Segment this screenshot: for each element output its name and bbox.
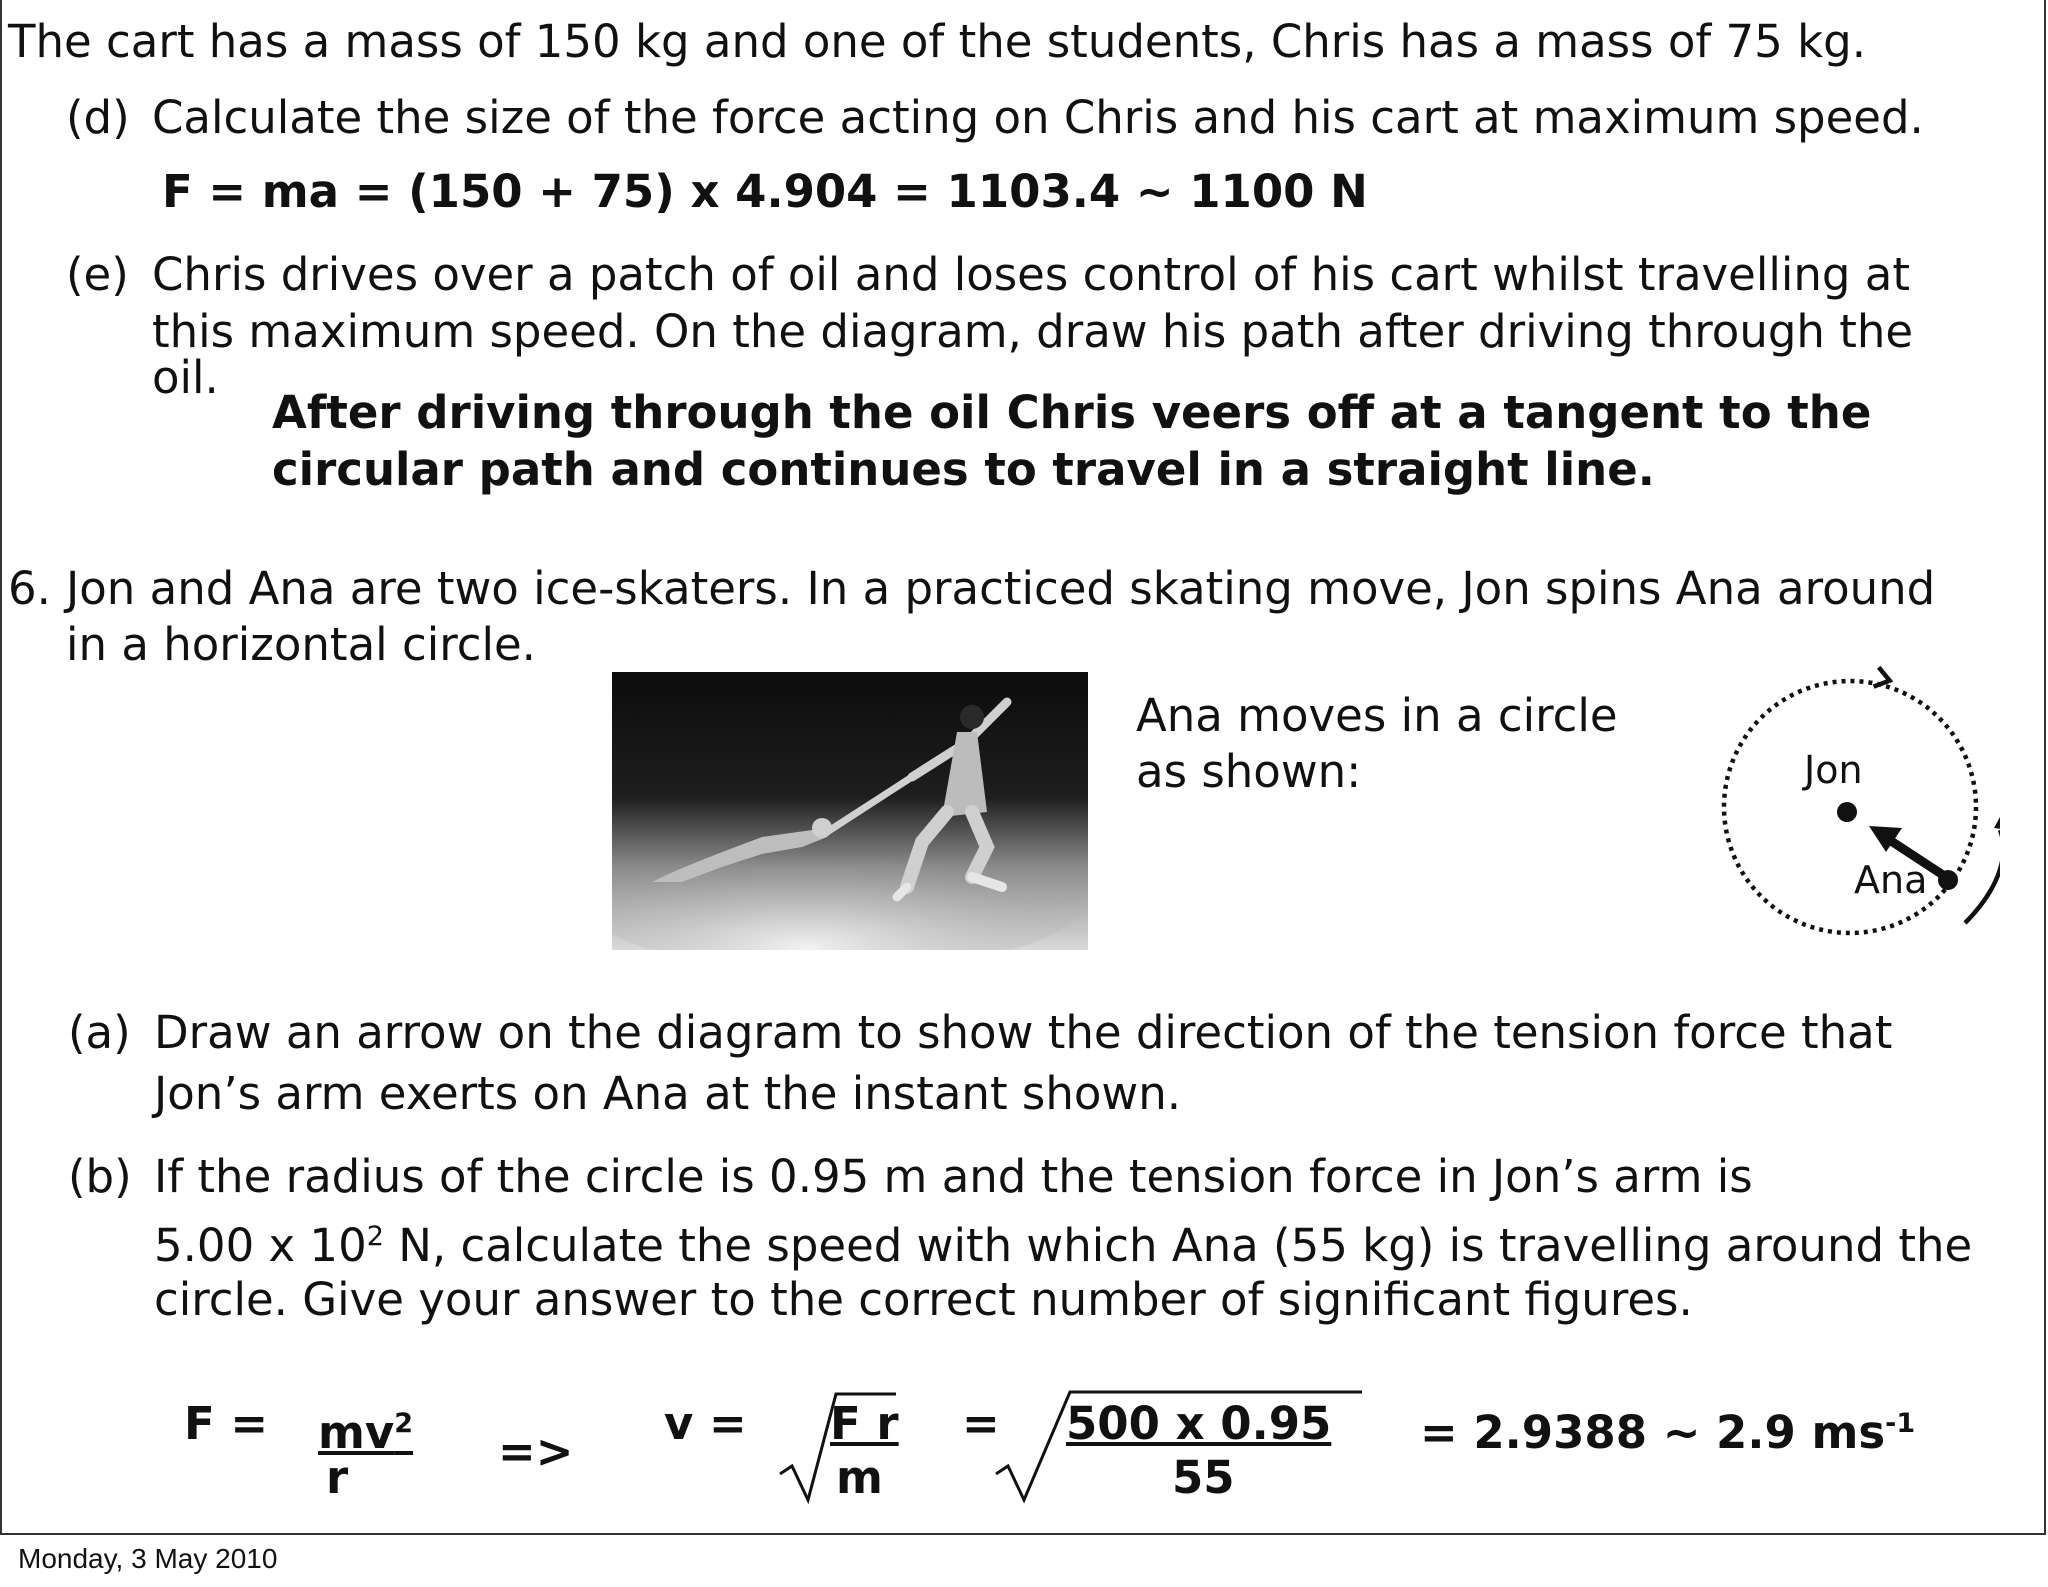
- eq-square: 2: [394, 1408, 414, 1439]
- part-b-line1: If the radius of the circle is 0.95 m and the tension force in Jon’s arm is: [154, 1150, 1753, 1203]
- eq-mv: mv: [318, 1406, 395, 1459]
- part-e-line3: oil.: [152, 351, 219, 404]
- part-a-line1: Draw an arrow on the diagram to show the direction of the tension force that: [154, 1006, 1893, 1059]
- rotation-arrow-head: [1994, 815, 2000, 830]
- ice-skaters-photo: [612, 672, 1088, 950]
- part-e-line2: this maximum speed. On the diagram, draw his path after driving through the: [152, 305, 1914, 358]
- eq-r-denominator: r: [326, 1451, 349, 1504]
- part-d-label: (d): [66, 91, 130, 144]
- eq-fraction-numerator: 500 x 0.95: [1066, 1397, 1332, 1450]
- question-6-number: 6.: [8, 562, 51, 615]
- part-b-line2-post: N, calculate the speed with which Ana (55 kg) is travelling around the: [383, 1219, 1973, 1272]
- part-b-label: (b): [68, 1150, 132, 1203]
- part-a-label: (a): [68, 1006, 131, 1059]
- eq-fraction-denominator: 55: [1172, 1451, 1235, 1504]
- diagram-caption-line1: Ana moves in a circle: [1136, 689, 1618, 742]
- part-e-answer-line1: After driving through the oil Chris veers off at a tangent to the: [272, 386, 1872, 439]
- part-d-answer: F = ma = (150 + 75) x 4.904 = 1103.4 ~ 1100 N: [162, 165, 1368, 218]
- eq-f-equals: F =: [184, 1397, 269, 1450]
- eq-implies: =>: [498, 1425, 574, 1478]
- question-6-line1: Jon and Ana are two ice-skaters. In a practiced skating move, Jon spins Ana around: [66, 562, 1936, 615]
- diagram-caption-line2: as shown:: [1136, 745, 1362, 798]
- part-b-line2: [154, 1208, 1972, 1275]
- part-b-line2-sup: 2: [366, 1221, 384, 1252]
- eq-equals-2: =: [962, 1397, 1000, 1450]
- part-a-line2: Jon’s arm exerts on Ana at the instant shown.: [154, 1067, 1182, 1120]
- part-b-line3: circle. Give your answer to the correct number of significant figures.: [154, 1273, 1693, 1326]
- part-e-answer-line2: circular path and continues to travel in a straight line.: [272, 443, 1655, 496]
- part-d-question: Calculate the size of the force acting on Chris and his cart at maximum speed.: [152, 91, 1924, 144]
- eq-fr-numerator: F r: [830, 1397, 899, 1450]
- question-6-line2: in a horizontal circle.: [66, 618, 536, 671]
- part-e-line1: Chris drives over a patch of oil and loses control of his cart whilst travelling at: [152, 248, 1910, 301]
- circle-diagram: [1680, 660, 2000, 950]
- part-b-line2-pre: 5.00 x 10: [154, 1219, 367, 1272]
- eq-m-denominator: m: [836, 1451, 883, 1504]
- eq-result: [1420, 1397, 1915, 1460]
- jon-label: Jon: [1804, 748, 1863, 792]
- jon-dot: [1837, 802, 1857, 822]
- part-e-label: (e): [66, 248, 129, 301]
- ana-label: Ana: [1854, 858, 1928, 902]
- footer-date: Monday, 3 May 2010: [18, 1543, 278, 1574]
- eq-unit-sup: -1: [1885, 1408, 1916, 1439]
- eq-v-equals: v =: [664, 1397, 747, 1450]
- intro-text: The cart has a mass of 150 kg and one of the students, Chris has a mass of 75 kg.: [8, 15, 1867, 68]
- eq-result-text: = 2.9388 ~ 2.9 ms: [1420, 1406, 1886, 1459]
